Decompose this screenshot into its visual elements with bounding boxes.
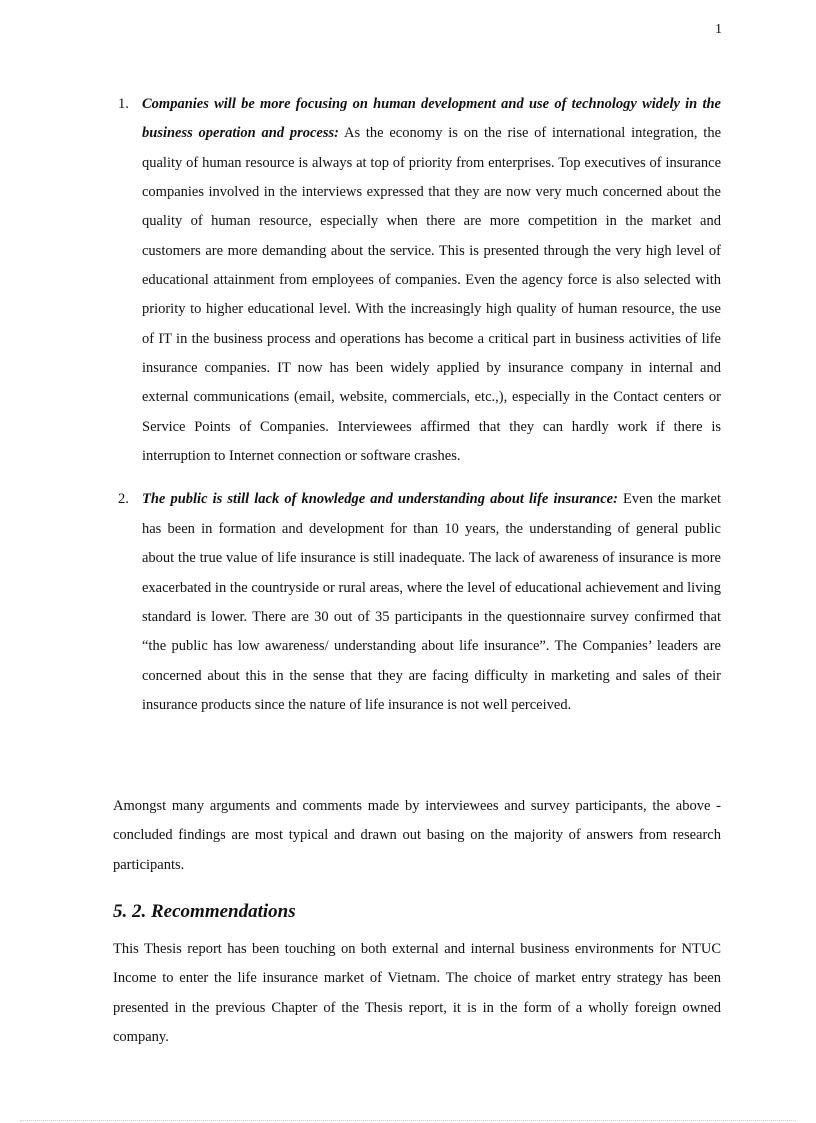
- section-heading: 5. 2. Recommendations: [113, 901, 296, 922]
- finding-number: 2.: [118, 491, 129, 508]
- findings-list: [113, 90, 721, 720]
- recommendations-paragraph: This Thesis report has been touching on both external and internal business environments for NTUC Income to enter the life insurance market of Vietnam. The choice of market entry strategy has been presented in the previous Chapter of the Thesis report, it is in the form of a wholly foreign owned company.: [113, 941, 721, 1046]
- finding-item-2: [113, 485, 721, 720]
- page-number: 1: [715, 22, 722, 37]
- finding-item-1: [113, 90, 721, 471]
- summary-paragraph: Amongst many arguments and comments made by interviewees and survey participants, the above - concluded findings are most typical and drawn out basing on the majority of answers from research participants.: [113, 798, 721, 873]
- finding-number: 1.: [118, 96, 129, 112]
- page-bottom-divider: [20, 1120, 796, 1121]
- finding-text: [142, 90, 721, 471]
- finding-lead: Companies will be more focusing on human development and use of technology widely in the business operation and process:: [142, 96, 721, 142]
- finding-lead: The public is still lack of knowledge and understanding about life insurance:: [142, 491, 618, 508]
- finding-text: [142, 485, 721, 720]
- finding-body: Even the market has been in formation and development for than 10 years, the understanding of general public about the true value of life insurance is still inadequate. The lack of awareness of insurance is more exacerbated in the countryside or rural areas, where the level of educational achievement and living standard is lower. There are 30 out of 35 participants in the questionnaire survey confirmed that “the public has low awareness/ understanding about life insurance”. The Companies’ leaders are concerned about this in the sense that they are facing difficulty in marketing and sales of their insurance products since the nature of life insurance is not well perceived.: [142, 491, 722, 713]
- finding-body: As the economy is on the rise of international integration, the quality of human resource is always at top of priority from enterprises. Top executives of insurance companies involved in the interviews expressed that they are now very much concerned about the quality of human resource, especially when there are more competition in the market and customers are more demanding about the service. This is presented through the very high level of educational attainment from employees of companies. Even the agency force is also selected with priority to higher educational level. With the increasingly high quality of human resource, the use of IT in the business process and operations has become a critical part in business activities of life insurance companies. IT now has been widely applied by insurance company in internal and external communications (email, website, commercials, etc.,), especially in the Contact centers or Service Points of Companies. Interviewees affirmed that they can hardly work if there is interruption to Internet connection or software crashes.: [142, 125, 722, 465]
